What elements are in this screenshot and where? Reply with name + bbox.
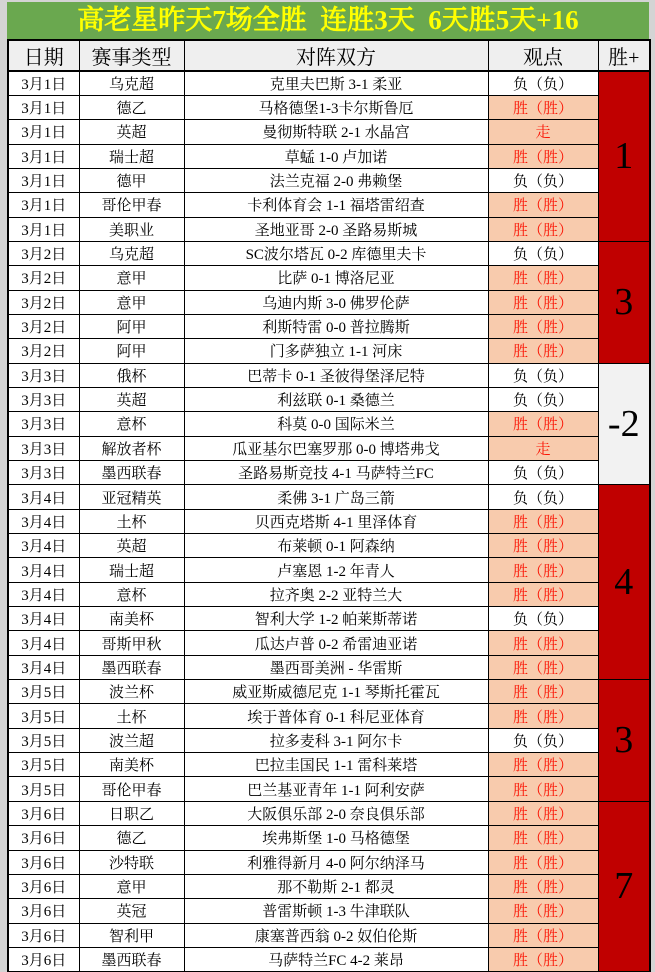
- table-row: [8, 534, 650, 558]
- match-cell: 巴拉圭国民 1-1 雷科莱塔: [184, 753, 488, 777]
- promo-banner: 高老星昨天7场全胜 连胜3天 6天胜5天+16: [7, 2, 649, 39]
- match-cell: 柔佛 3-1 广岛三箭: [184, 485, 488, 509]
- col-header-league: 赛事类型: [79, 40, 184, 71]
- verdict-cell: 胜（胜）: [488, 95, 598, 119]
- league-cell: 美职业: [79, 217, 184, 241]
- league-cell: 英超: [79, 120, 184, 144]
- verdict-cell: 走: [488, 120, 598, 144]
- date-cell: 3月6日: [8, 850, 79, 874]
- net-score-cell: 4: [598, 485, 650, 680]
- verdict-cell: 胜（胜）: [488, 217, 598, 241]
- table-row: [8, 314, 650, 338]
- date-cell: 3月1日: [8, 168, 79, 192]
- match-cell: 布莱顿 0-1 阿森纳: [184, 534, 488, 558]
- match-cell: SC波尔塔瓦 0-2 库德里夫卡: [184, 241, 488, 265]
- league-cell: 意甲: [79, 874, 184, 898]
- match-cell: 科莫 0-0 国际米兰: [184, 412, 488, 436]
- verdict-cell: 胜（胜）: [488, 631, 598, 655]
- match-cell: 马格德堡1-3卡尔斯鲁厄: [184, 95, 488, 119]
- date-cell: 3月3日: [8, 461, 79, 485]
- league-cell: 土杯: [79, 704, 184, 728]
- date-cell: 3月3日: [8, 387, 79, 411]
- table-row: [8, 217, 650, 241]
- date-cell: 3月5日: [8, 753, 79, 777]
- table-row: [8, 144, 650, 168]
- match-cell: 卢塞恩 1-2 年青人: [184, 558, 488, 582]
- net-score-cell: 3: [598, 241, 650, 363]
- date-cell: 3月2日: [8, 314, 79, 338]
- league-cell: 土杯: [79, 509, 184, 533]
- table-row: [8, 436, 650, 460]
- verdict-cell: 胜（胜）: [488, 680, 598, 704]
- match-cell: 巴蒂卡 0-1 圣彼得堡泽尼特: [184, 363, 488, 387]
- date-cell: 3月2日: [8, 241, 79, 265]
- table-row: [8, 290, 650, 314]
- table-row: [8, 266, 650, 290]
- verdict-cell: 胜（胜）: [488, 923, 598, 947]
- date-cell: 3月2日: [8, 266, 79, 290]
- table-row: [8, 461, 650, 485]
- league-cell: 瑞士超: [79, 558, 184, 582]
- table-row: [8, 412, 650, 436]
- header-row: [8, 40, 650, 71]
- match-cell: 比萨 0-1 博洛尼亚: [184, 266, 488, 290]
- col-header-verdict: 观点: [488, 40, 598, 71]
- date-cell: 3月5日: [8, 777, 79, 801]
- league-cell: 南美杯: [79, 753, 184, 777]
- league-cell: 墨西联春: [79, 655, 184, 679]
- verdict-cell: 胜（胜）: [488, 266, 598, 290]
- match-cell: 草蜢 1-0 卢加诺: [184, 144, 488, 168]
- verdict-cell: 胜（胜）: [488, 290, 598, 314]
- verdict-cell: 负（负）: [488, 71, 598, 95]
- league-cell: 德甲: [79, 168, 184, 192]
- league-cell: 意甲: [79, 266, 184, 290]
- table-row: [8, 339, 650, 363]
- table-row: [8, 71, 650, 95]
- table-row: [8, 168, 650, 192]
- match-cell: 智利大学 1-2 帕莱斯蒂诺: [184, 607, 488, 631]
- verdict-cell: 胜（胜）: [488, 558, 598, 582]
- verdict-cell: 胜（胜）: [488, 874, 598, 898]
- verdict-cell: 负（负）: [488, 728, 598, 752]
- table-row: [8, 801, 650, 825]
- verdict-cell: 胜（胜）: [488, 801, 598, 825]
- date-cell: 3月3日: [8, 363, 79, 387]
- league-cell: 哥伦甲春: [79, 193, 184, 217]
- table-row: [8, 509, 650, 533]
- verdict-cell: 胜（胜）: [488, 412, 598, 436]
- league-cell: 南美杯: [79, 607, 184, 631]
- date-cell: 3月6日: [8, 899, 79, 923]
- table-row: [8, 826, 650, 850]
- league-cell: 英超: [79, 387, 184, 411]
- date-cell: 3月4日: [8, 558, 79, 582]
- match-cell: 利雅得新月 4-0 阿尔纳泽马: [184, 850, 488, 874]
- match-cell: 圣路易斯竞技 4-1 马萨特兰FC: [184, 461, 488, 485]
- net-score-cell: -2: [598, 363, 650, 485]
- league-cell: 墨西联春: [79, 461, 184, 485]
- date-cell: 3月3日: [8, 412, 79, 436]
- verdict-cell: 负（负）: [488, 363, 598, 387]
- date-cell: 3月2日: [8, 339, 79, 363]
- date-cell: 3月1日: [8, 120, 79, 144]
- table-row: [8, 777, 650, 801]
- match-cell: 法兰克福 2-0 弗赖堡: [184, 168, 488, 192]
- date-cell: 3月1日: [8, 193, 79, 217]
- date-cell: 3月5日: [8, 680, 79, 704]
- league-cell: 智利甲: [79, 923, 184, 947]
- league-cell: 哥伦甲春: [79, 777, 184, 801]
- table-row: [8, 704, 650, 728]
- match-cell: 马萨特兰FC 4-2 莱昂: [184, 947, 488, 971]
- verdict-cell: 胜（胜）: [488, 899, 598, 923]
- table-row: [8, 631, 650, 655]
- table-row: [8, 485, 650, 509]
- match-cell: 圣地亚哥 2-0 圣路易斯城: [184, 217, 488, 241]
- verdict-cell: 胜（胜）: [488, 704, 598, 728]
- col-header-match: 对阵双方: [184, 40, 488, 71]
- table-row: [8, 582, 650, 606]
- date-cell: 3月5日: [8, 728, 79, 752]
- league-cell: 德乙: [79, 95, 184, 119]
- league-cell: 俄杯: [79, 363, 184, 387]
- match-cell: 瓜达卢普 0-2 希雷迪亚诺: [184, 631, 488, 655]
- match-cell: 威亚斯威德尼克 1-1 琴斯托霍瓦: [184, 680, 488, 704]
- verdict-cell: 胜（胜）: [488, 582, 598, 606]
- match-cell: 贝西克塔斯 4-1 里泽体育: [184, 509, 488, 533]
- table-row: [8, 850, 650, 874]
- league-cell: 解放者杯: [79, 436, 184, 460]
- league-cell: 意杯: [79, 412, 184, 436]
- league-cell: 沙特联: [79, 850, 184, 874]
- verdict-cell: 胜（胜）: [488, 314, 598, 338]
- match-cell: 瓜亚基尔巴塞罗那 0-0 博塔弗戈: [184, 436, 488, 460]
- date-cell: 3月6日: [8, 801, 79, 825]
- league-cell: 瑞士超: [79, 144, 184, 168]
- match-cell: 巴兰基亚青年 1-1 阿利安萨: [184, 777, 488, 801]
- verdict-cell: 胜（胜）: [488, 947, 598, 971]
- match-cell: 墨西哥美洲 - 华雷斯: [184, 655, 488, 679]
- match-cell: 门多萨独立 1-1 河床: [184, 339, 488, 363]
- net-score-cell: 7: [598, 801, 650, 971]
- verdict-cell: 负（负）: [488, 387, 598, 411]
- net-score-cell: 3: [598, 680, 650, 802]
- league-cell: 阿甲: [79, 314, 184, 338]
- verdict-cell: 负（负）: [488, 241, 598, 265]
- table-row: [8, 387, 650, 411]
- match-cell: 普雷斯顿 1-3 牛津联队: [184, 899, 488, 923]
- match-cell: 埃于普体育 0-1 科尼亚体育: [184, 704, 488, 728]
- date-cell: 3月4日: [8, 607, 79, 631]
- verdict-cell: 胜（胜）: [488, 850, 598, 874]
- verdict-cell: 胜（胜）: [488, 655, 598, 679]
- table-row: [8, 899, 650, 923]
- match-cell: 康塞普西翁 0-2 奴伯伦斯: [184, 923, 488, 947]
- match-cell: 埃弗斯堡 1-0 马格德堡: [184, 826, 488, 850]
- table-row: [8, 680, 650, 704]
- match-cell: 拉齐奥 2-2 亚特兰大: [184, 582, 488, 606]
- table-row: [8, 558, 650, 582]
- date-cell: 3月5日: [8, 704, 79, 728]
- col-header-net: 胜+: [598, 40, 650, 71]
- match-cell: 大阪俱乐部 2-0 奈良俱乐部: [184, 801, 488, 825]
- col-header-date: 日期: [8, 40, 79, 71]
- verdict-cell: 负（负）: [488, 168, 598, 192]
- league-cell: 波兰杯: [79, 680, 184, 704]
- verdict-cell: 负（负）: [488, 607, 598, 631]
- date-cell: 3月4日: [8, 655, 79, 679]
- match-cell: 那不勒斯 2-1 都灵: [184, 874, 488, 898]
- league-cell: 墨西联春: [79, 947, 184, 971]
- table-row: [8, 95, 650, 119]
- verdict-cell: 胜（胜）: [488, 144, 598, 168]
- date-cell: 3月6日: [8, 826, 79, 850]
- table-row: [8, 753, 650, 777]
- match-cell: 卡利体育会 1-1 福塔雷绍查: [184, 193, 488, 217]
- date-cell: 3月4日: [8, 509, 79, 533]
- verdict-cell: 胜（胜）: [488, 826, 598, 850]
- league-cell: 德乙: [79, 826, 184, 850]
- league-cell: 意甲: [79, 290, 184, 314]
- league-cell: 意杯: [79, 582, 184, 606]
- table-row: [8, 120, 650, 144]
- match-cell: 拉多麦科 3-1 阿尔卡: [184, 728, 488, 752]
- date-cell: 3月1日: [8, 144, 79, 168]
- results-table: [7, 39, 651, 972]
- table-row: [8, 728, 650, 752]
- verdict-cell: 胜（胜）: [488, 509, 598, 533]
- date-cell: 3月4日: [8, 631, 79, 655]
- date-cell: 3月1日: [8, 95, 79, 119]
- date-cell: 3月4日: [8, 582, 79, 606]
- table-row: [8, 241, 650, 265]
- table-row: [8, 655, 650, 679]
- verdict-cell: 负（负）: [488, 461, 598, 485]
- match-cell: 利兹联 0-1 桑德兰: [184, 387, 488, 411]
- date-cell: 3月4日: [8, 534, 79, 558]
- league-cell: 英超: [79, 534, 184, 558]
- verdict-cell: 胜（胜）: [488, 753, 598, 777]
- league-cell: 阿甲: [79, 339, 184, 363]
- date-cell: 3月2日: [8, 290, 79, 314]
- net-score-cell: 1: [598, 71, 650, 241]
- verdict-cell: 走: [488, 436, 598, 460]
- table-row: [8, 607, 650, 631]
- date-cell: 3月1日: [8, 217, 79, 241]
- league-cell: 日职乙: [79, 801, 184, 825]
- league-cell: 英冠: [79, 899, 184, 923]
- league-cell: 波兰超: [79, 728, 184, 752]
- league-cell: 亚冠精英: [79, 485, 184, 509]
- league-cell: 哥斯甲秋: [79, 631, 184, 655]
- table-row: [8, 947, 650, 971]
- date-cell: 3月3日: [8, 436, 79, 460]
- verdict-cell: 负（负）: [488, 485, 598, 509]
- date-cell: 3月6日: [8, 874, 79, 898]
- verdict-cell: 胜（胜）: [488, 193, 598, 217]
- verdict-cell: 胜（胜）: [488, 534, 598, 558]
- table-row: [8, 193, 650, 217]
- date-cell: 3月6日: [8, 923, 79, 947]
- match-cell: 乌迪内斯 3-0 佛罗伦萨: [184, 290, 488, 314]
- date-cell: 3月6日: [8, 947, 79, 971]
- verdict-cell: 胜（胜）: [488, 777, 598, 801]
- league-cell: 乌克超: [79, 241, 184, 265]
- date-cell: 3月1日: [8, 71, 79, 95]
- table-row: [8, 874, 650, 898]
- league-cell: 乌克超: [79, 71, 184, 95]
- match-cell: 利斯特雷 0-0 普拉腾斯: [184, 314, 488, 338]
- verdict-cell: 胜（胜）: [488, 339, 598, 363]
- match-cell: 克里夫巴斯 3-1 柔亚: [184, 71, 488, 95]
- table-row: [8, 923, 650, 947]
- table-row: [8, 363, 650, 387]
- match-cell: 曼彻斯特联 2-1 水晶宫: [184, 120, 488, 144]
- date-cell: 3月4日: [8, 485, 79, 509]
